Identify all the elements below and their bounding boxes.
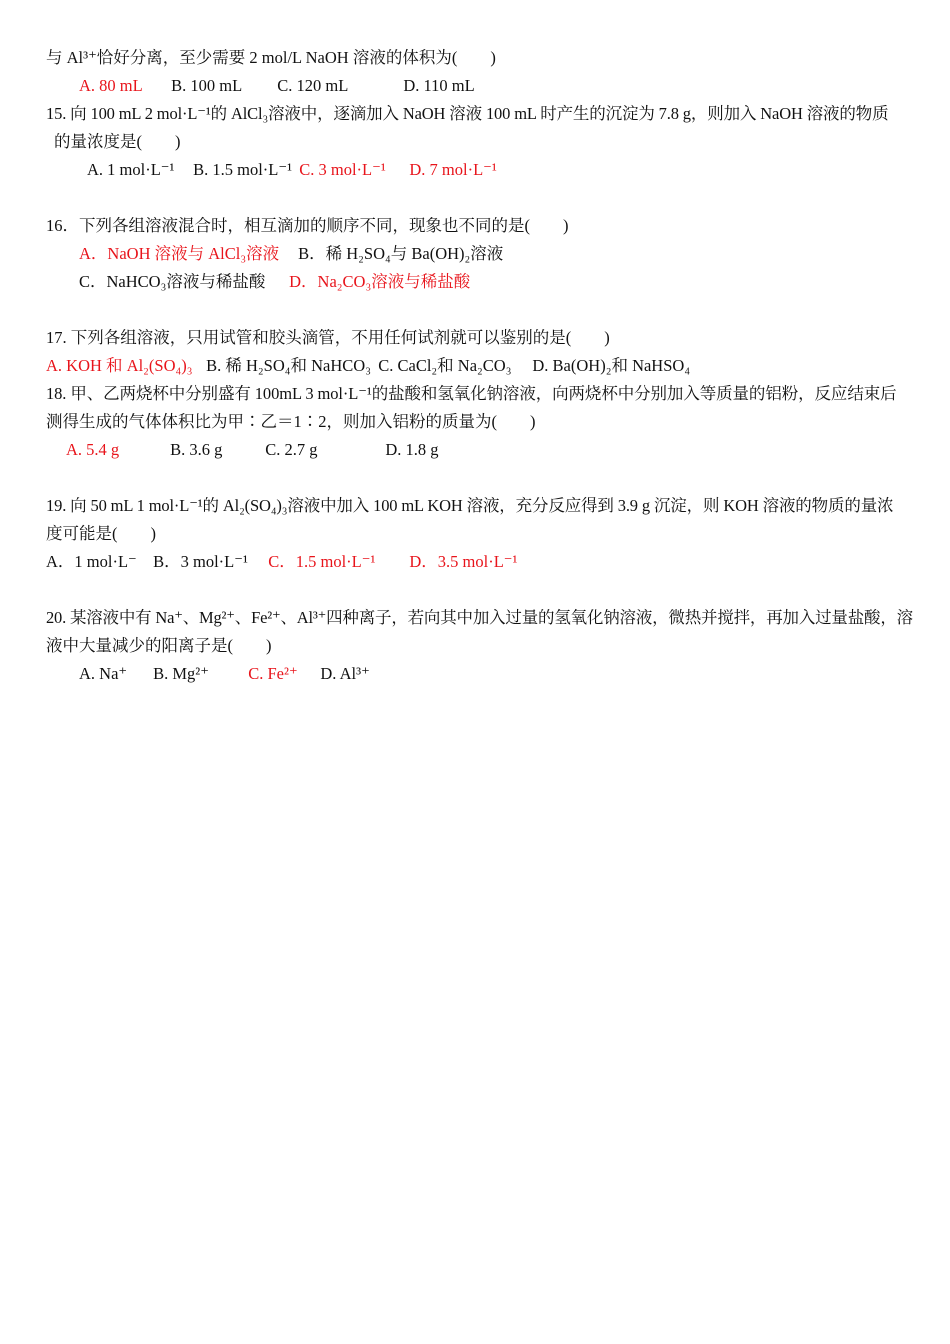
spacer bbox=[46, 464, 906, 492]
q19-stem-line2: 度可能是( ) bbox=[46, 524, 156, 543]
q16-option-a: A．NaOH 溶液与 AlCl₃溶液 bbox=[79, 244, 280, 263]
q14-option-a: A. 80 mL bbox=[79, 76, 143, 95]
spacer bbox=[46, 296, 906, 324]
spacer bbox=[46, 184, 906, 212]
q15-stem-line2: 的量浓度是( ) bbox=[54, 132, 181, 151]
q17-option-b: B. 稀 H₂SO₄和 NaHCO₃ bbox=[206, 356, 371, 375]
q15-option-a: A. 1 mol·L⁻¹ bbox=[87, 160, 175, 179]
q14-option-b: B. 100 mL bbox=[171, 76, 243, 95]
q16-stem: 16．下列各组溶液混合时，相互滴加的顺序不同，现象也不同的是( ) bbox=[46, 216, 569, 235]
q14-option-c: C. 120 mL bbox=[277, 76, 349, 95]
q15-option-c: C. 3 mol·L⁻¹ bbox=[299, 160, 386, 179]
q16-option-b: B．稀 H₂SO₄与 Ba(OH)₂溶液 bbox=[298, 244, 504, 263]
q16-options-row1 bbox=[46, 240, 906, 268]
q16-option-d: D．Na₂CO₃溶液与稀盐酸 bbox=[289, 272, 471, 291]
q20-options bbox=[46, 660, 906, 688]
q17-option-a: A. KOH 和 Al₂(SO₄)₃ bbox=[46, 356, 193, 375]
q16-option-c: C．NaHCO₃溶液与稀盐酸 bbox=[79, 272, 266, 291]
q16-options-row2 bbox=[46, 268, 906, 296]
worksheet-page bbox=[46, 44, 913, 688]
q17-stem: 17. 下列各组溶液，只用试管和胶头滴管，不用任何试剂就可以鉴别的是( ) bbox=[46, 328, 610, 347]
q15-options bbox=[46, 156, 906, 184]
q20-option-b: B. Mg²⁺ bbox=[153, 664, 209, 683]
q15-option-d: D. 7 mol·L⁻¹ bbox=[409, 160, 497, 179]
q19-option-b: B．3 mol·L⁻¹ bbox=[153, 552, 248, 571]
spacer bbox=[46, 576, 906, 604]
q18-stem-line2: 测得生成的气体体积比为甲∶乙＝1∶2，则加入铝粉的质量为( ) bbox=[46, 412, 536, 431]
q14-option-d: D. 110 mL bbox=[403, 76, 475, 95]
q18-stem-line1: 18. 甲、乙两烧杯中分别盛有 100mL 3 mol·L⁻¹的盐酸和氢氧化钠溶液，向两烧杯中分别加入等质量的铝粉，反应结束后 bbox=[46, 384, 897, 403]
q17-option-d: D. Ba(OH)₂和 NaHSO₄ bbox=[532, 356, 691, 375]
q19-options bbox=[46, 548, 906, 576]
q18-option-c: C. 2.7 g bbox=[265, 440, 318, 459]
q18-option-d: D. 1.8 g bbox=[385, 440, 439, 459]
q18-option-a: A. 5.4 g bbox=[66, 440, 120, 459]
q14-options bbox=[46, 72, 906, 100]
q20-stem-line2: 液中大量减少的阳离子是( ) bbox=[46, 636, 272, 655]
q20-option-a: A. Na⁺ bbox=[79, 664, 128, 683]
q15-option-b: B. 1.5 mol·L⁻¹ bbox=[193, 160, 293, 179]
q14-stem: 与 Al³⁺恰好分离，至少需要 2 mol/L NaOH 溶液的体积为( ) bbox=[46, 48, 496, 67]
q20-stem-line1: 20. 某溶液中有 Na⁺、Mg²⁺、Fe²⁺、Al³⁺四种离子，若向其中加入过量的氢氧化钠溶液，微热并搅拌，再加入过量盐酸，溶 bbox=[46, 608, 913, 627]
q20-option-c: C. Fe²⁺ bbox=[248, 664, 298, 683]
q20-option-d: D. Al³⁺ bbox=[320, 664, 370, 683]
q18-options bbox=[46, 436, 906, 464]
q17-option-c: C. CaCl₂和 Na₂CO₃ bbox=[378, 356, 512, 375]
q18-option-b: B. 3.6 g bbox=[170, 440, 223, 459]
q17-options bbox=[46, 352, 906, 380]
q15-stem-line1: 15. 向 100 mL 2 mol·L⁻¹的 AlCl₃溶液中，逐滴加入 NaOH 溶液 100 mL 时产生的沉淀为 7.8 g，则加入 NaOH 溶液的物质 bbox=[46, 104, 889, 123]
q19-option-a: A．1 mol·L⁻ bbox=[46, 552, 137, 571]
q19-option-c: C．1.5 mol·L⁻¹ bbox=[268, 552, 376, 571]
q19-option-d: D．3.5 mol·L⁻¹ bbox=[409, 552, 518, 571]
q19-stem-line1: 19. 向 50 mL 1 mol·L⁻¹的 Al₂(SO₄)₃溶液中加入 100 mL KOH 溶液，充分反应得到 3.9 g 沉淀，则 KOH 溶液的物质的量浓 bbox=[46, 496, 894, 515]
